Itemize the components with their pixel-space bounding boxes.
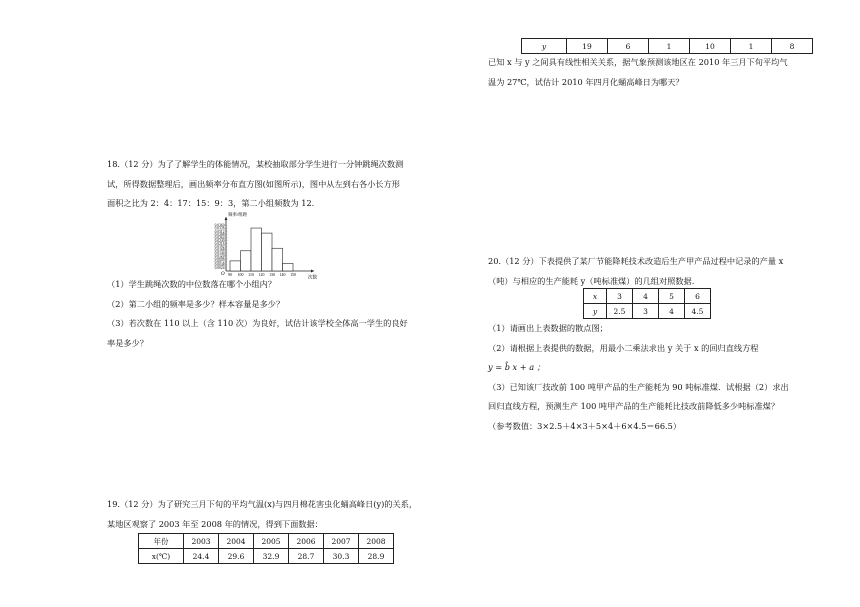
table-cell: 4.5 [685, 304, 711, 319]
text-line: 19.（12 分）为了研究三月下旬的平均气温(x)与四月棉花害虫化蛹高峰日(y)的关系， [107, 499, 418, 509]
text-line: 回归直线方程，预测生产 100 吨甲产品的生产能耗比技改前降低多少吨标准煤？ [488, 401, 780, 411]
text-line: 率是多少？ [107, 337, 148, 348]
table-cell: 4 [633, 289, 659, 304]
table-cell: 6 [685, 289, 711, 304]
y-tick-label: 0.0072 [214, 260, 225, 265]
text-line: 某地区观察了 2003 年至 2008 年的情况，得到下面数据： [107, 518, 323, 529]
y-tick-label: 0.0312 [214, 229, 225, 234]
frequency-histogram [196, 211, 321, 279]
x-axis-label: 次数 [308, 274, 317, 279]
table-row-label: y [522, 39, 567, 54]
table-cell: 28.7 [289, 549, 324, 564]
x-tick-label: 110 [248, 273, 254, 277]
table-cell: 10 [690, 39, 731, 54]
table-cell: 1 [731, 39, 772, 54]
table-cell: 32.9 [254, 549, 289, 564]
histogram-bar [262, 233, 273, 271]
table-cell: 6 [608, 39, 649, 54]
y-tick-label: 0.0264 [214, 235, 225, 240]
table-cell: 2003 [184, 534, 219, 549]
table-row [139, 549, 394, 564]
y-axis-label: 频率/组距 [228, 212, 248, 217]
table-cell: 2008 [359, 534, 394, 549]
histogram-bar [272, 248, 283, 271]
table-cell: 5 [659, 289, 685, 304]
text-line: （吨）与相应的生产能耗 y（吨标准煤）的几组对照数据. [488, 275, 695, 286]
table-cell: 2006 [289, 534, 324, 549]
table-row-label: y [584, 304, 607, 319]
y-axis-arrow-icon [225, 217, 228, 220]
question-20-parts [488, 319, 820, 436]
table-cell: 2005 [254, 534, 289, 549]
table-row [139, 534, 394, 549]
x-axis-arrow-icon [311, 270, 314, 273]
x-tick-label: 90 [228, 273, 232, 277]
x-tick-label: 130 [269, 273, 275, 277]
q20-data-table [583, 288, 711, 319]
text-line: （3）已知该厂技改前 100 吨甲产品的生产能耗为 90 吨标准煤．试根据（2）求出 [488, 381, 789, 392]
text-line: 试，所得数据整理后，画出频率分布直方图(如图所示)，图中从左到右各小长方形 [107, 178, 400, 189]
table-row-label: 年份 [139, 534, 184, 549]
text-line: 18.（12 分）为了了解学生的体能情况，某校抽取部分学生进行一分钟跳绳次数测 [107, 159, 404, 169]
y-tick-label: 0.0192 [214, 244, 225, 249]
y-tick-label: 0.0048 [214, 263, 225, 268]
x-tick-label: 120 [258, 273, 265, 277]
table-row [584, 304, 711, 319]
y-tick-label: 0.0024 [214, 266, 225, 271]
histogram-bar [230, 261, 241, 271]
table-cell: 29.6 [219, 549, 254, 564]
text-line: （2）第二小组的频率是多少？样本容量是多少？ [107, 298, 285, 309]
histogram-bar [251, 228, 262, 271]
text-line: （1）请画出上表数据的散点图； [488, 323, 608, 333]
table-cell: 2007 [324, 534, 359, 549]
origin-label: O [221, 272, 225, 277]
x-tick-label: 100 [237, 273, 244, 277]
text-line: 20.（12 分）下表提供了某厂节能降耗技术改造后生产甲产品过程中记录的产量 x [488, 256, 784, 266]
table-cell: 1 [649, 39, 690, 54]
q19-data-table [138, 533, 394, 564]
table-cell: 2004 [219, 534, 254, 549]
y-tick-label: 0.0336 [214, 226, 225, 231]
text-line: 已知 x 与 y 之间具有线性相关关系，据气象预测该地区在 2010 年三月下旬平均气 [488, 57, 788, 67]
question-18 [107, 155, 447, 214]
y-tick-label: 0.0216 [214, 241, 225, 246]
y-tick-label: 0.0360 [214, 223, 225, 228]
text-line: 面积之比为 2：4：17：15：9：3，第二小组频数为 12. [107, 198, 315, 208]
x-tick-label: 140 [279, 273, 286, 277]
y-tick-label: 0.0120 [214, 254, 225, 259]
y-tick-label: 0.0288 [214, 232, 225, 237]
question-18-parts [107, 275, 447, 353]
histogram-bar [283, 263, 294, 271]
y-tick-label: 0.0240 [214, 238, 225, 243]
histogram-bar [241, 251, 252, 271]
table-cell: 2.5 [607, 304, 633, 319]
question-19 [107, 495, 447, 534]
table-cell: 8 [772, 39, 813, 54]
table-cell: 3 [607, 289, 633, 304]
text-line: （1）学生跳绳次数的中位数落在哪个小组内？ [107, 279, 276, 289]
table-row-label: x(℃) [139, 549, 184, 564]
x-tick-label: 150 [290, 273, 296, 277]
table-cell: 3 [633, 304, 659, 319]
text-line: 温为 27℃，试估计 2010 年四月化蛹高峰日为哪天？ [488, 76, 684, 87]
y-tick-label: 0.0096 [214, 257, 225, 262]
table-cell: 4 [659, 304, 685, 319]
q19-continuation [488, 53, 820, 92]
y-tick-label: 0.0144 [214, 251, 225, 256]
text-line: （参考数值：3×2.5＋4×3＋5×4＋6×4.5＝66.5） [488, 420, 682, 431]
text-line: （3）若次数在 110 以上（含 110 次）为良好，试估计该学校全体高一学生的良好 [107, 318, 408, 328]
y-tick-label: 0.0168 [214, 247, 225, 252]
table-cell: 30.3 [324, 549, 359, 564]
table-cell: 28.9 [359, 549, 394, 564]
text-line: （2）请根据上表提供的数据，用最小二乘法求出 y 关于 x 的回归直线方程 [488, 342, 759, 353]
table-row-label: x [584, 289, 607, 304]
table-row [584, 289, 711, 304]
table-cell: 24.4 [184, 549, 219, 564]
q19-table-y-row [521, 38, 813, 54]
histogram-plot [215, 211, 318, 279]
regression-equation: y = b̂ x + a ； [488, 362, 545, 372]
table-cell: 19 [567, 39, 608, 54]
question-20 [488, 252, 820, 291]
